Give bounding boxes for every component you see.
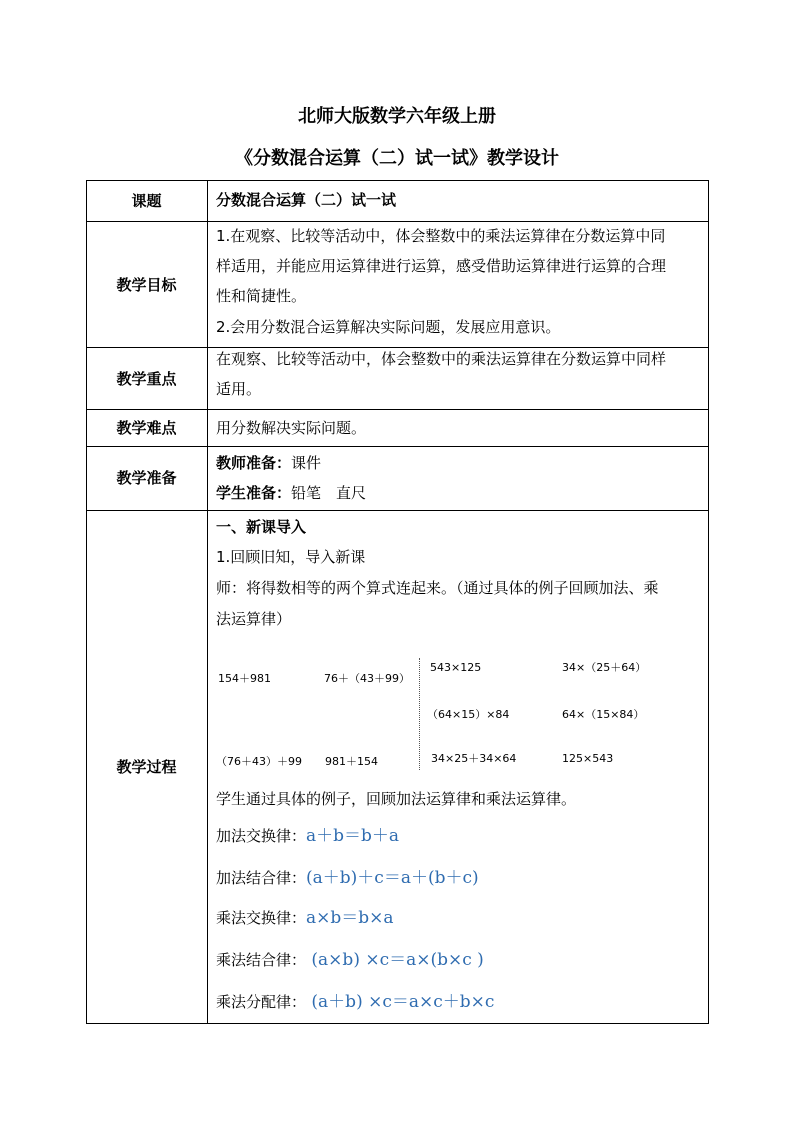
law-formula: (a＋b) ×c＝a×c＋b×c xyxy=(306,992,495,1012)
expression-right: 543×125 xyxy=(430,661,482,674)
teacher-instruction-line-2: 法运算律） xyxy=(216,610,292,628)
expression-right: 34×（25＋64） xyxy=(562,661,647,674)
goals-label: 教学目标 xyxy=(116,276,177,294)
topic-label: 课题 xyxy=(131,192,162,210)
difficulty-label: 教学难点 xyxy=(116,419,177,437)
teacher-prep-value: 课件 xyxy=(291,454,322,472)
law-name: 加法结合律： xyxy=(216,869,307,887)
process-label: 教学过程 xyxy=(116,758,177,776)
table-border-left xyxy=(86,180,87,1024)
expression-left: 154＋981 xyxy=(218,672,271,685)
topic-content: 分数混合运算（二）试一试 xyxy=(216,191,397,209)
law-formula: a＋b＝b＋a xyxy=(306,826,400,846)
table-border-bottom xyxy=(86,1023,709,1024)
table-border-top xyxy=(86,180,709,181)
goals-line-3: 性和简捷性。 xyxy=(216,287,307,305)
table-border-right xyxy=(708,180,709,1024)
step-heading: 1.回顾旧知，导入新课 xyxy=(216,548,366,566)
lesson-title: 《分数混合运算（二）试一试》教学设计 xyxy=(235,148,559,169)
expression-right: 125×543 xyxy=(562,752,614,765)
expression-left: 76＋（43＋99） xyxy=(324,672,410,685)
law-multiplication-commutative xyxy=(216,907,394,929)
key-line-1: 在观察、比较等活动中，体会整数中的乘法运算律在分数运算中同样 xyxy=(216,350,667,368)
difficulty-content: 用分数解决实际问题。 xyxy=(216,419,367,437)
student-prep xyxy=(216,478,704,508)
document-title: 北师大版数学六年级上册 xyxy=(298,106,496,127)
teacher-instruction-line-1: 师：将得数相等的两个算式连起来。（通过具体的例子回顾加法、乘 xyxy=(216,579,659,597)
row-divider xyxy=(86,409,709,410)
law-multiplication-associative xyxy=(216,949,484,971)
student-prep-label: 学生准备： xyxy=(216,484,292,502)
law-distributive xyxy=(216,991,494,1013)
expression-left: （76＋43）＋99 xyxy=(216,755,302,768)
student-prep-value: 铅笔 直尺 xyxy=(291,484,367,502)
law-formula: (a×b) ×c＝a×(b×c ) xyxy=(306,950,484,970)
teacher-prep-label: 教师准备： xyxy=(216,454,292,472)
expression-right: 64×（15×84） xyxy=(562,708,645,721)
prep-label: 教学准备 xyxy=(116,469,177,487)
summary-text: 学生通过具体的例子，回顾加法运算律和乘法运算律。 xyxy=(216,790,577,808)
law-addition-commutative xyxy=(216,825,399,847)
key-label: 教学重点 xyxy=(116,370,177,388)
law-name: 乘法交换律： xyxy=(216,909,307,927)
teacher-prep xyxy=(216,448,704,478)
goals-line-1: 1.在观察、比较等活动中，体会整数中的乘法运算律在分数运算中同 xyxy=(216,227,666,245)
row-divider xyxy=(86,510,709,511)
law-addition-associative xyxy=(216,867,479,889)
law-formula: (a＋b)＋c＝a＋(b＋c) xyxy=(306,868,479,888)
law-name: 乘法分配律： xyxy=(216,993,307,1011)
key-line-2: 适用。 xyxy=(216,380,262,398)
expression-left: 981＋154 xyxy=(325,755,378,768)
section-heading: 一、新课导入 xyxy=(216,518,307,536)
expression-right: （64×15）×84 xyxy=(427,708,510,721)
law-name: 乘法结合律： xyxy=(216,951,307,969)
goals-line-2: 样适用，并能应用运算律进行运算，感受借助运算律进行运算的合理 xyxy=(216,257,667,275)
goals-line-4: 2.会用分数混合运算解决实际问题，发展应用意识。 xyxy=(216,318,561,336)
dotted-divider xyxy=(419,658,420,770)
column-divider xyxy=(207,180,208,1024)
expression-right: 34×25＋34×64 xyxy=(431,752,517,765)
law-name: 加法交换律： xyxy=(216,827,307,845)
law-formula: a×b＝b×a xyxy=(306,908,394,928)
row-divider xyxy=(86,446,709,447)
